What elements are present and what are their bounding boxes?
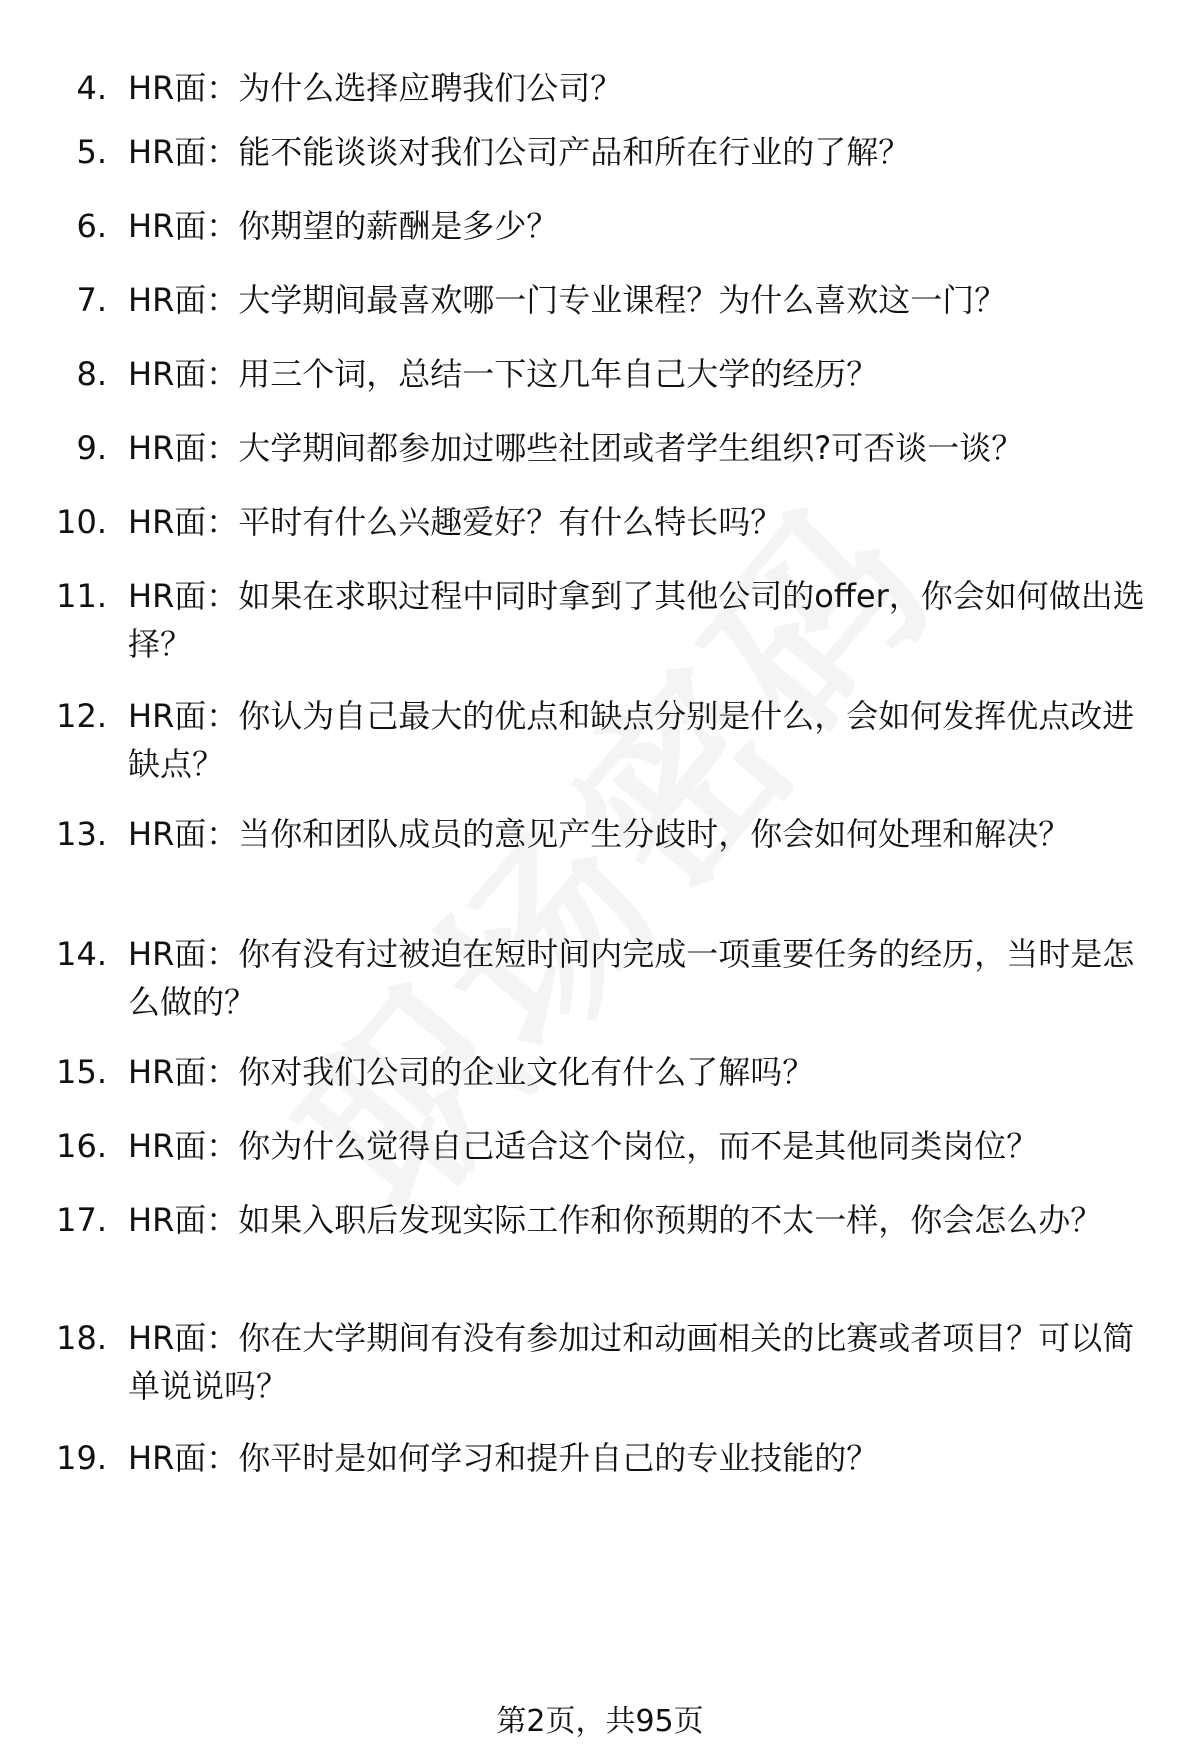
question-text: HR面：为什么选择应聘我们公司？ (128, 69, 623, 107)
question-number: 14. (56, 935, 107, 973)
question-text: HR面：你为什么觉得自己适合这个岗位，而不是其他同类岗位？ (128, 1127, 1039, 1165)
question-text: HR面：如果在求职过程中同时拿到了其他公司的offer，你会如何做出选择？ (128, 577, 1145, 663)
question-number: 15. (56, 1053, 107, 1091)
question-number: 9. (76, 429, 107, 467)
question-number: 5. (76, 133, 107, 171)
question-number: 4. (76, 69, 107, 107)
question-text: HR面：平时有什么兴趣爱好？有什么特长吗？ (128, 503, 783, 541)
question-number: 16. (56, 1127, 107, 1165)
question-text: HR面：当你和团队成员的意见产生分歧时，你会如何处理和解决？ (128, 815, 1071, 853)
question-text: HR面：你平时是如何学习和提升自己的专业技能的？ (128, 1439, 879, 1477)
question-text: HR面：用三个词，总结一下这几年自己大学的经历？ (128, 355, 879, 393)
question-number: 7. (76, 281, 107, 319)
question-text: HR面：你对我们公司的企业文化有什么了解吗？ (128, 1053, 815, 1091)
question-text: HR面：大学期间都参加过哪些社团或者学生组织?可否谈一谈？ (128, 429, 1024, 467)
question-text: HR面：你有没有过被迫在短时间内完成一项重要任务的经历，当时是怎么做的？ (128, 935, 1135, 1021)
question-number: 12. (56, 697, 107, 735)
question-number: 19. (56, 1439, 107, 1477)
question-number: 17. (56, 1201, 107, 1239)
page-number-footer: 第2页，共95页 (496, 1704, 704, 1739)
question-text: HR面：如果入职后发现实际工作和你预期的不太一样，你会怎么办？ (128, 1201, 1103, 1239)
question-text: HR面：大学期间最喜欢哪一门专业课程？为什么喜欢这一门？ (128, 281, 1007, 319)
question-number: 8. (76, 355, 107, 393)
question-number: 11. (56, 577, 107, 615)
question-number: 10. (56, 503, 107, 541)
question-number: 18. (56, 1319, 107, 1357)
question-text: HR面：你期望的薪酬是多少？ (128, 207, 559, 245)
question-number: 6. (76, 207, 107, 245)
question-text: HR面：你在大学期间有没有参加过和动画相关的比赛或者项目？可以简单说说吗？ (128, 1319, 1135, 1405)
question-text: HR面：你认为自己最大的优点和缺点分别是什么，会如何发挥优点改进缺点？ (128, 697, 1135, 783)
question-text: HR面：能不能谈谈对我们公司产品和所在行业的了解？ (128, 133, 911, 171)
question-number: 13. (56, 815, 107, 853)
